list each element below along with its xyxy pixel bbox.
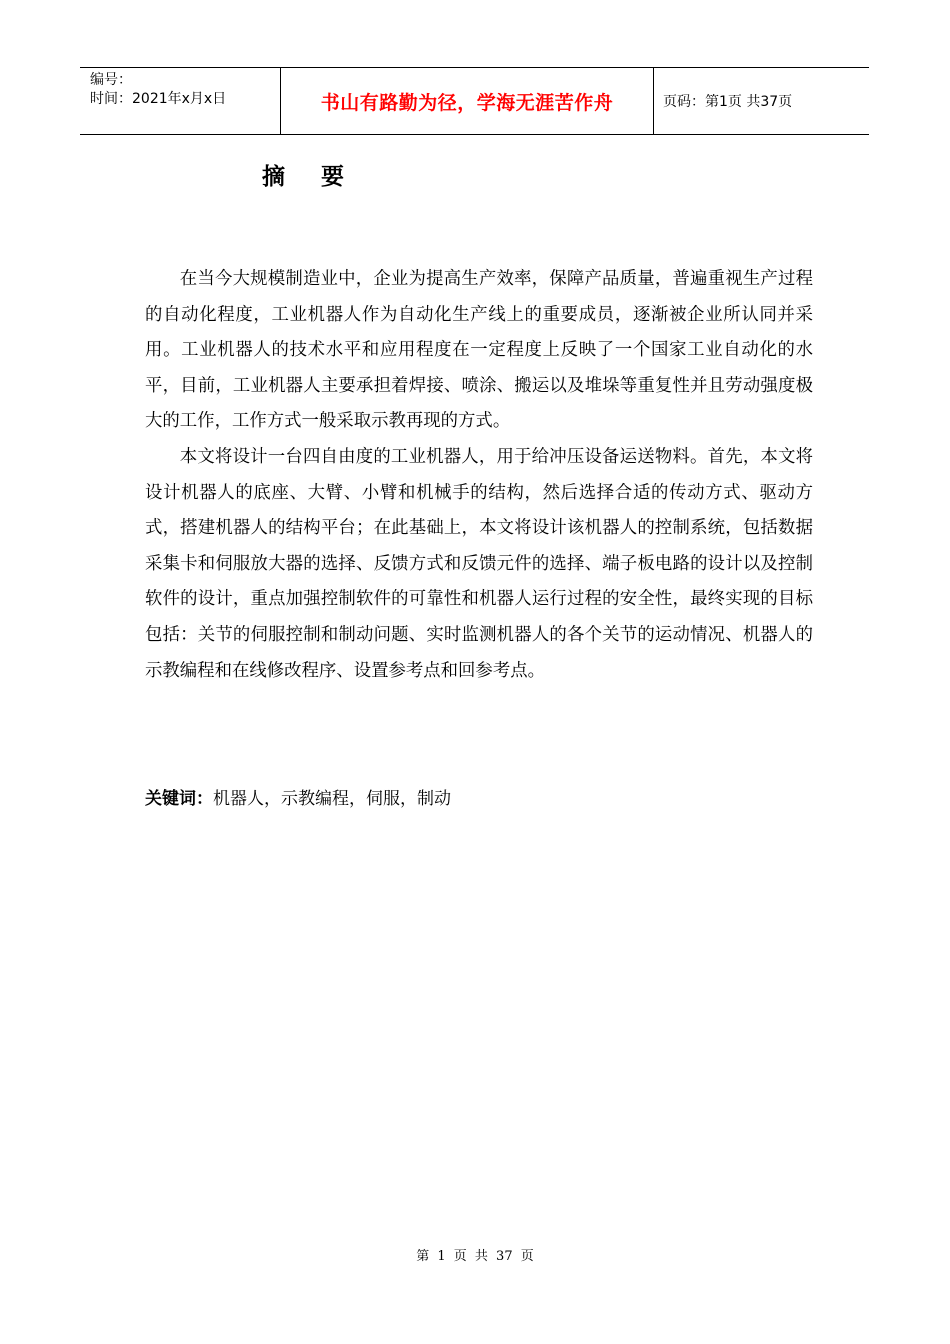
header-page-cell [654, 68, 869, 134]
date-label: 时间：2021年x月x日 [90, 91, 227, 107]
abstract-paragraph-2: 本文将设计一台四自由度的工业机器人，用于给冲压设备运送物料。首先，本文将设计机器人的底座、大臂、小臂和机械手的结构，然后选择合适的传动方式、驱动方式，搭建机器人的结构平台；在此基础上，本文将设计该机器人的控制系统，包括数据采集卡和伺服放大器的选择、反馈方式和反馈元件的选择、端子板电路的设计以及控制软件的设计，重点加强控制软件的可靠性和机器人运行过程的安全性，最终实现的目标包括：关节的伺服控制和制动问题、实时监测机器人的各个关节的运动情况、机器人的示教编程和在线修改程序、设置参考点和回参考点。 [145, 446, 813, 681]
header-motto: 书山有路勤为径，学海无涯苦作舟 [320, 91, 614, 114]
abstract-title: 摘 要 [262, 163, 359, 190]
keywords-label: 关键词： [145, 789, 213, 809]
abstract-paragraph-1: 在当今大规模制造业中，企业为提高生产效率，保障产品质量，普遍重视生产过程的自动化程度，工业机器人作为自动化生产线上的重要成员，逐渐被企业所认同并采用。工业机器人的技术水平和应用程度在一定程度上反映了一个国家工业自动化的水平，目前，工业机器人主要承担着焊接、喷涂、搬运以及堆垛等重复性并且劳动强度极大的工作，工作方式一般采取示教再现的方式。 [145, 269, 813, 432]
header-meta [80, 68, 281, 134]
keywords-values: 机器人，示教编程，伺服，制动 [213, 789, 451, 809]
serial-number-label: 编号： [90, 72, 132, 88]
header-page-info: 页码：第1页 共37页 [663, 94, 793, 110]
abstract-body [145, 262, 813, 689]
header-motto-cell [281, 68, 654, 134]
keywords-line [145, 784, 451, 814]
page-footer: 第 1 页 共 37 页 [416, 1249, 534, 1264]
document-header [80, 67, 869, 135]
